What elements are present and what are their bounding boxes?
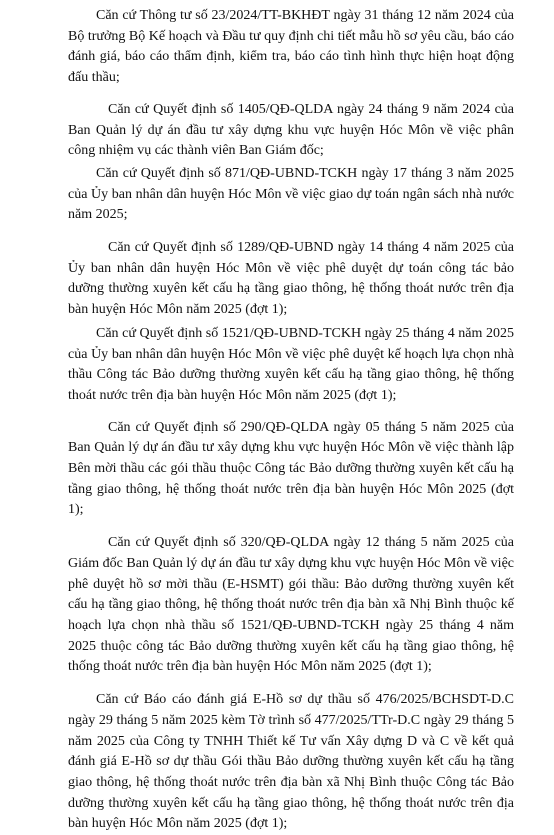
paragraph-decision-1405: Căn cứ Quyết định số 1405/QĐ-QLDA ngày 24 tháng 9 năm 2024 của Ban Quản lý dự án đầu tư xây dựng khu vực huyện Hóc Môn về việc phân công nhiệm vụ các thành viên Ban Giám đốc; (68, 101, 514, 159)
paragraph-decision-871: Căn cứ Quyết định số 871/QĐ-UBND-TCKH ngày 17 tháng 3 năm 2025 của Ủy ban nhân dân huyện Hóc Môn về việc giao dự toán ngân sách nhà nước năm 2025; (68, 165, 514, 223)
paragraph-decision-290: Căn cứ Quyết định số 290/QĐ-QLDA ngày 05 tháng 5 năm 2025 của Ban Quản lý dự án đầu tư xây dựng khu vực huyện Hóc Môn về việc thành lập Bên mời thầu các gói thầu thuộc Công tác Bảo dưỡng thường xuyên kết cấu hạ tầng giao thông, hệ thống thoát nước trên địa bàn huyện Hóc Môn 2025 (đợt 1); (68, 419, 514, 518)
paragraph-decision-1289: Căn cứ Quyết định số 1289/QĐ-UBND ngày 14 tháng 4 năm 2025 của Ủy ban nhân dân huyện Hóc Môn về việc phê duyệt dự toán công tác bảo dưỡng thường xuyên kết cấu hạ tầng giao thông, hệ thống thoát nước trên địa bàn huyện Hóc Môn năm 2025 (đợt 1); (68, 240, 514, 318)
paragraph-evaluation-report-476: Căn cứ Báo cáo đánh giá E-Hồ sơ dự thầu số 476/2025/BCHSDT-D.C ngày 29 tháng 5 năm 2025 kèm Tờ trình số 477/2025/TTr-D.C ngày 29 tháng 5 năm 2025 của Công ty TNHH Thiết kế Tư vấn Xây dựng D và C về kết quả đánh giá E-Hồ sơ dự thầu Gói thầu Bảo dưỡng thường xuyên kết cấu hạ tầng giao thông, hệ thống thoát nước trên địa bàn xã Nhị Bình thuộc Công tác Bảo dưỡng thường xuyên kết cấu hạ tầng giao thông, hệ thống thoát nước trên địa bàn huyện Hóc Môn năm 2025 (đợt 1); (68, 692, 514, 832)
paragraph-decision-1521: Căn cứ Quyết định số 1521/QĐ-UBND-TCKH ngày 25 tháng 4 năm 2025 của Ủy ban nhân dân huyện Hóc Môn về việc phê duyệt kế hoạch lựa chọn nhà thầu Công tác Bảo dưỡng thường xuyên kết cấu hạ tầng giao thông, hệ thống thoát nước trên địa bàn huyện Hóc Môn năm 2025 (đợt 1); (68, 325, 514, 403)
paragraph-circular-23: Căn cứ Thông tư số 23/2024/TT-BKHĐT ngày 31 tháng 12 năm 2024 của Bộ trưởng Bộ Kế hoạch và Đầu tư quy định chi tiết mẫu hồ sơ yêu cầu, báo cáo đánh giá, báo cáo thẩm định, kiểm tra, báo cáo tình hình thực hiện hoạt động đấu thầu; (68, 8, 514, 86)
paragraph-decision-320: Căn cứ Quyết định số 320/QĐ-QLDA ngày 12 tháng 5 năm 2025 của Giám đốc Ban Quản lý dự án đầu tư xây dựng khu vực huyện Hóc Môn về việc phê duyệt hồ sơ mời thầu (E-HSMT) gói thầu: Bảo dưỡng thường xuyên kết cấu hạ tầng giao thông, hệ thống thoát nước trên địa bàn xã Nhị Bình thuộc kế hoạch lựa chọn nhà thầu số 1521/QĐ-UBND-TCKH ngày 25 tháng 4 năm 2025 thuộc công tác Bảo dưỡng thường xuyên kết cấu hạ tầng giao thông, hệ thống thoát nước trên địa bàn huyện Hóc Môn năm 2025 (đợt 1); (68, 535, 514, 675)
